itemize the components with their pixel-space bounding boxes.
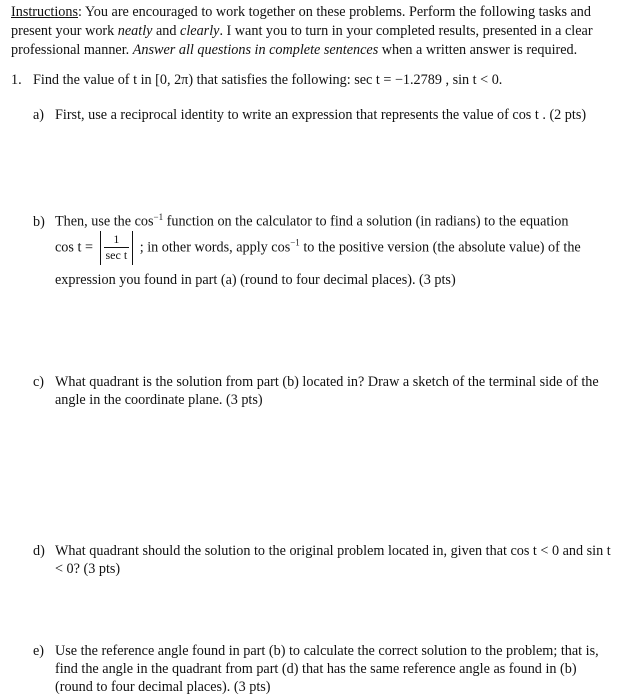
part-c xyxy=(33,373,613,409)
instructions-answer-all: Answer all questions in complete sentences xyxy=(132,42,379,58)
question-1-number: 1. xyxy=(11,72,22,88)
part-c-label: c) xyxy=(33,374,45,390)
part-b-equation-line xyxy=(33,231,613,271)
part-b-label: b) xyxy=(33,213,45,230)
part-d xyxy=(33,542,613,578)
fraction xyxy=(104,232,130,263)
part-b-line1: Then, use the cos xyxy=(55,213,154,230)
abs-bar-left xyxy=(100,231,101,265)
instructions-and: and xyxy=(152,23,181,39)
instructions-label: Instructions xyxy=(11,4,78,20)
part-b-inverse-sup-1: −1 xyxy=(153,212,164,222)
instructions-text-1: : You are encouraged to work together on these problems. Perform the following tasks and present your work xyxy=(11,4,591,39)
part-b-line2b: to the positive version (the absolute value) of the xyxy=(299,239,581,255)
part-a xyxy=(33,106,613,124)
part-a-text: First, use a reciprocal identity to write an expression that represents the value of cos t . (2 pts) xyxy=(55,107,587,123)
instructions-text-2: . I want you to turn in your completed results, presented in a clear professional manner. xyxy=(11,23,593,58)
part-d-label: d) xyxy=(33,543,45,559)
part-b-line3: expression you found in part (a) (round to four decimal places). (3 pts) xyxy=(55,271,456,288)
absolute-value-fraction xyxy=(97,231,137,265)
abs-bar-right xyxy=(132,231,133,265)
instructions-paragraph xyxy=(11,3,621,60)
part-c-text: What quadrant is the solution from part (b) located in? Draw a sketch of the terminal side of the angle in the coordinate plane. (3 pts) xyxy=(55,374,599,408)
instructions-text-3: when a written answer is required. xyxy=(378,42,578,58)
instructions-clearly: clearly xyxy=(180,23,220,39)
fraction-denominator: sec t xyxy=(105,248,128,263)
part-b-line1b: function on the calculator to find a solution (in radians) to the equation xyxy=(163,213,569,230)
part-b-line2: ; in other words, apply cos xyxy=(139,239,291,255)
part-e-label: e) xyxy=(33,643,45,659)
question-1 xyxy=(11,71,621,90)
instructions-neatly: neatly xyxy=(117,23,153,39)
part-d-text: What quadrant should the solution to the original problem located in, given that cos t < 0 and sin t < 0? (3 pts) xyxy=(55,543,611,577)
part-e xyxy=(33,642,613,696)
part-b-lhs: cos t = xyxy=(55,239,93,255)
part-a-label: a) xyxy=(33,107,45,123)
part-b xyxy=(33,208,613,289)
question-1-text: Find the value of t in [0, 2π) that satisfies the following: sec t = −1.2789 , sin t < 0. xyxy=(33,72,503,88)
part-e-text: Use the reference angle found in part (b) to calculate the correct solution to the problem; that is, find the angle in the quadrant from part (d) that has the same reference angle as found in (b) (round to four decimal places). (3 pts) xyxy=(55,643,599,695)
fraction-numerator: 1 xyxy=(113,232,120,247)
part-b-inverse-sup-2: −1 xyxy=(290,237,300,248)
